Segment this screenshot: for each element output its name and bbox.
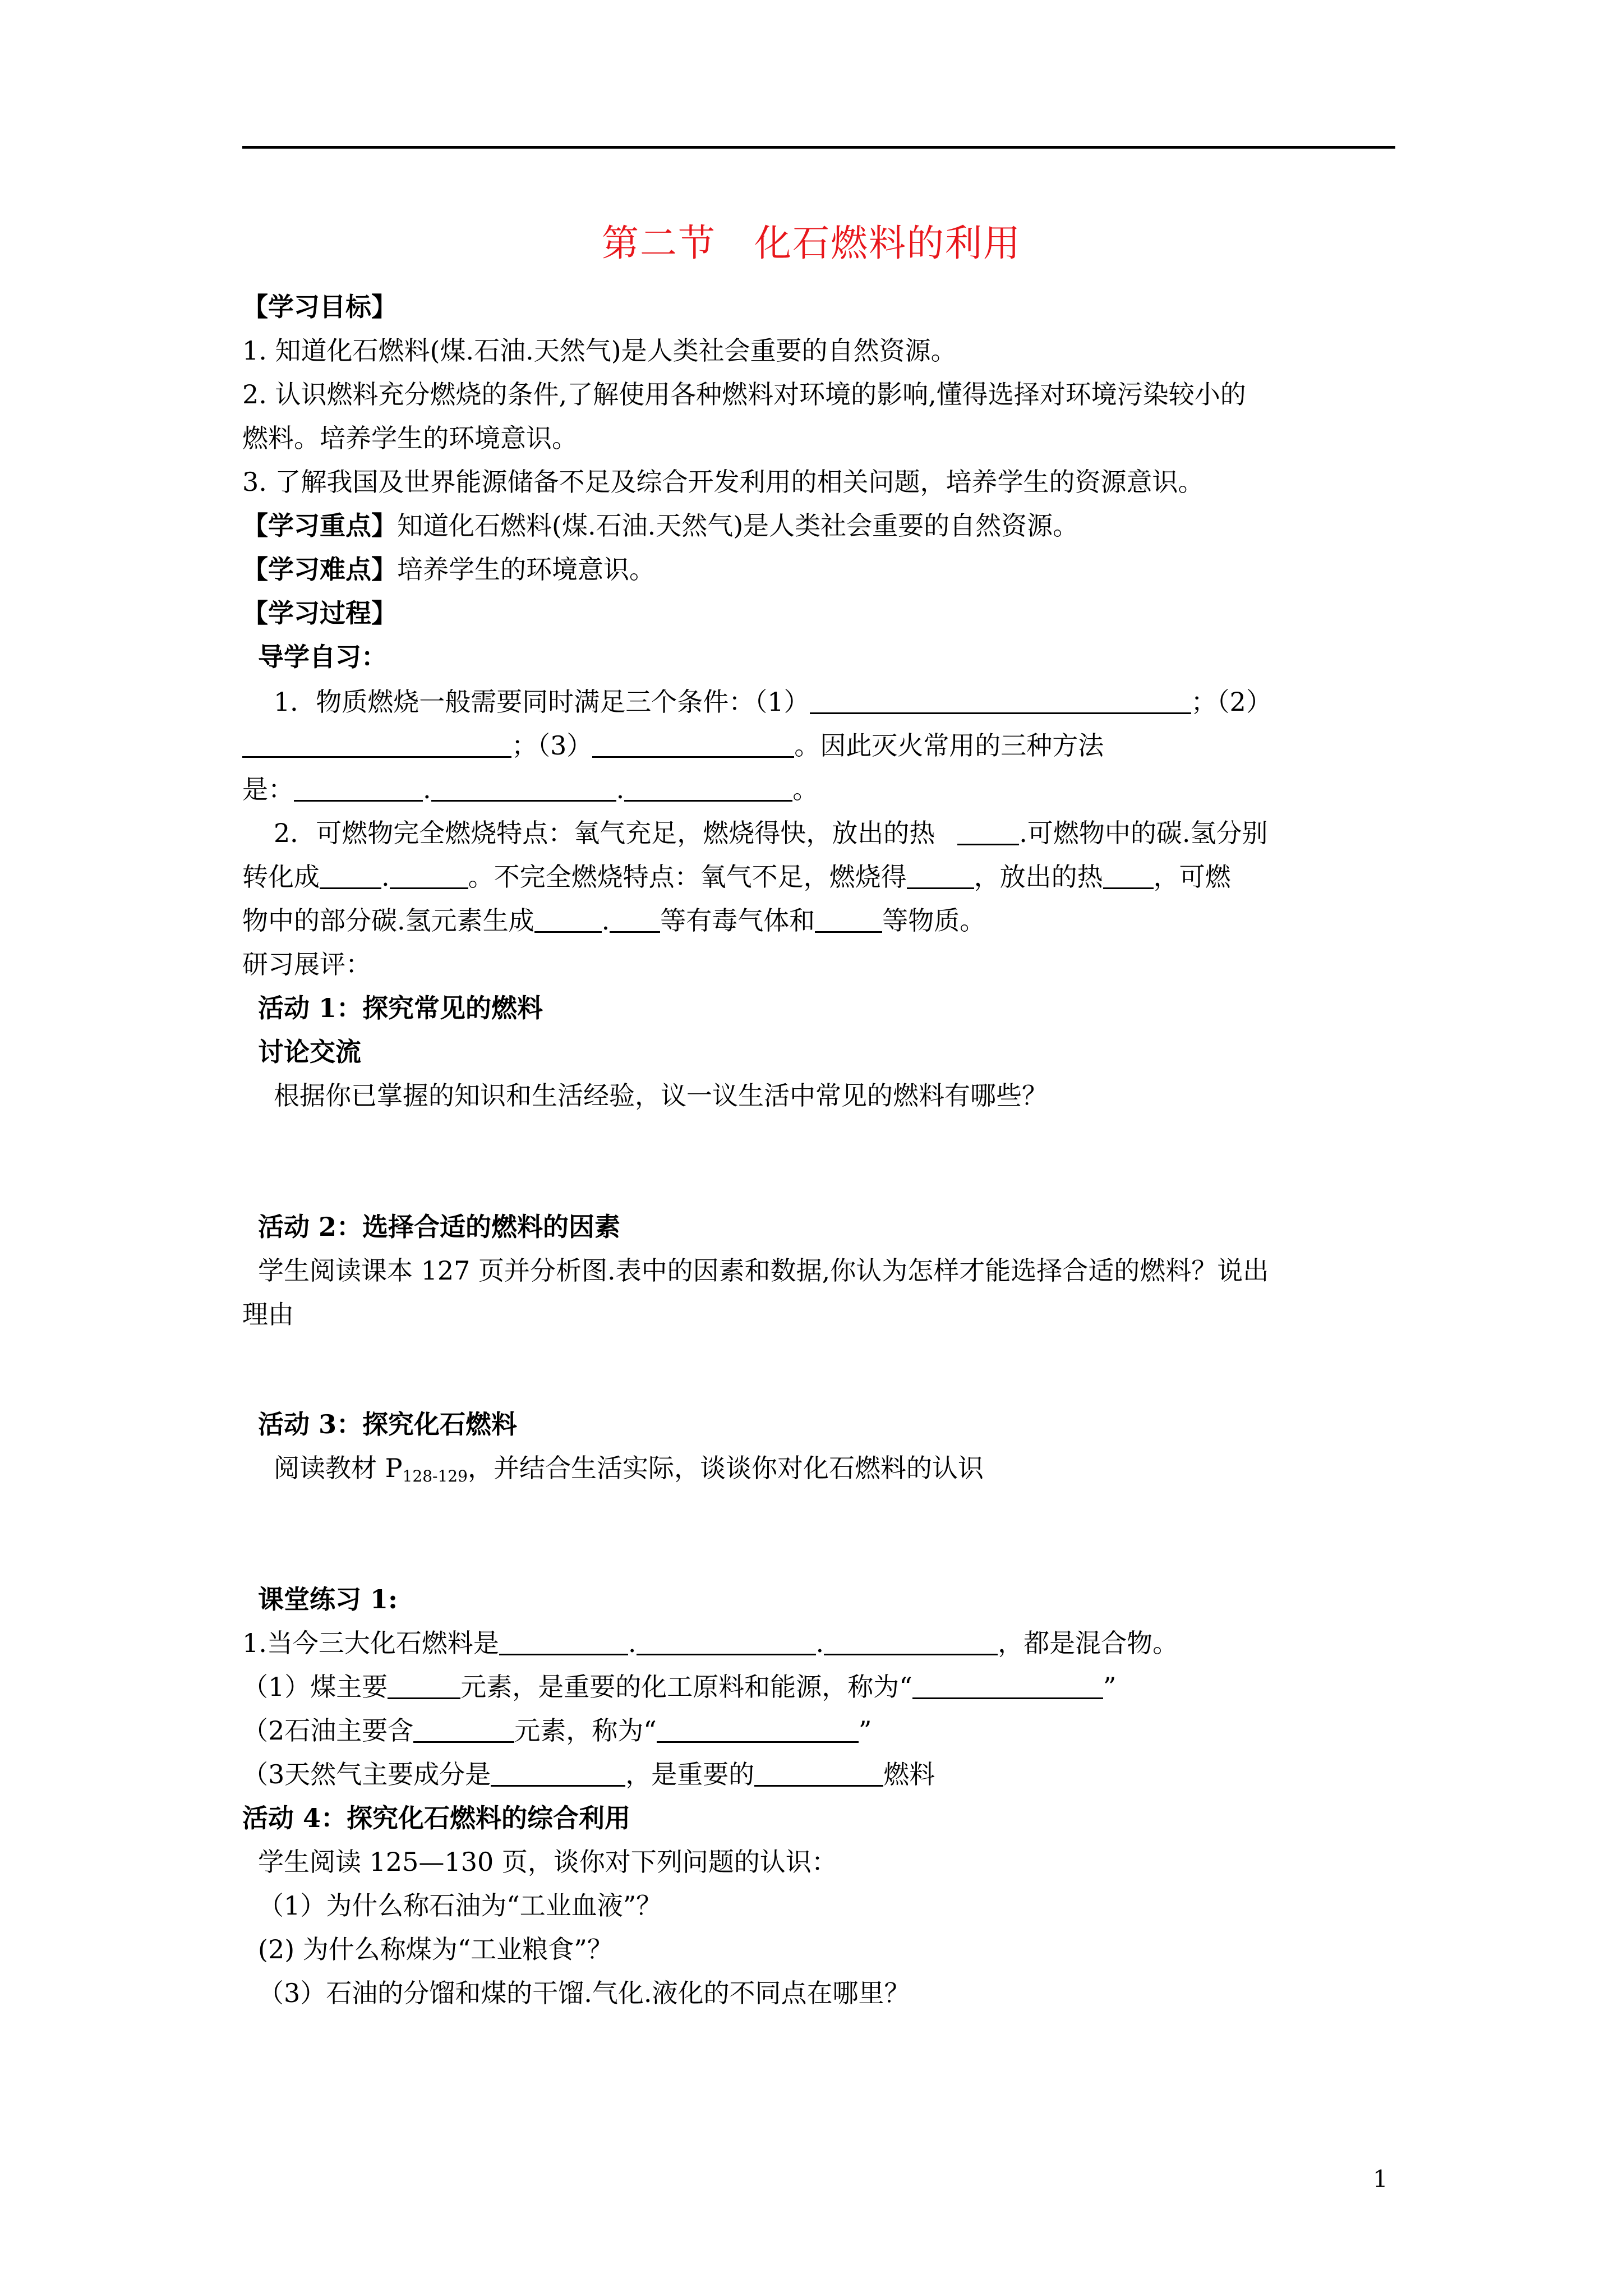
objective-2-cont: 燃料。培养学生的环境意识。 (242, 423, 578, 453)
gas-text-a: （3天然气主要成分是 (242, 1759, 491, 1789)
blank-method-2[interactable] (431, 774, 616, 802)
blank-substance[interactable] (815, 905, 882, 933)
exercise-q1-text-d: ，都是混合物。 (998, 1628, 1179, 1658)
q1-text-e: 是： (242, 774, 294, 804)
activity-4-intro: 学生阅读 125—130 页，谈你对下列问题的认识： (258, 1847, 837, 1877)
q1-text-d: 。因此灭火常用的三种方法 (794, 730, 1104, 761)
objectives-heading: 【学习目标】 (242, 292, 397, 322)
exercise-q1-text-a: 1.当今三大化石燃料是 (242, 1628, 499, 1658)
q2-sep: . (381, 862, 390, 892)
coal-text-a: （1）煤主要 (242, 1672, 388, 1702)
activity-1-sub: 讨论交流 (258, 1037, 361, 1067)
oil-text-c: ” (858, 1715, 872, 1746)
blank-oil-element[interactable] (413, 1715, 514, 1743)
oil-text-a: （2石油主要含 (242, 1715, 414, 1746)
q2-text-k: 等物质。 (882, 905, 986, 936)
blank-coal-element[interactable] (388, 1672, 460, 1699)
objective-1: 1. 知道化石燃料(煤.石油.天然气)是人类社会重要的自然资源。 (242, 335, 957, 366)
difficulty (242, 547, 655, 591)
exercise-1-gas (242, 1752, 935, 1796)
oil-text-b: 元素，称为“ (514, 1715, 657, 1746)
blank-product-1[interactable] (320, 862, 381, 889)
difficulty-text: 培养学生的环境意识。 (397, 554, 655, 585)
self-study-q1-line1 (274, 680, 1272, 724)
activity-2-heading: 活动 2：选择合适的燃料的因素 (258, 1212, 621, 1242)
key-point (242, 504, 1078, 547)
activity-4-q3: （3）石油的分馏和煤的干馏.气化.液化的不同点在哪里？ (258, 1978, 910, 2008)
self-study-q2-line2 (242, 855, 1231, 899)
blank-burn-speed[interactable] (907, 862, 974, 889)
activity-3-text-a: 阅读教材 P (274, 1453, 403, 1483)
activity-3-heading: 活动 3：探究化石燃料 (258, 1409, 518, 1439)
self-study-q2-line1 (274, 811, 1268, 855)
activity-3-text (274, 1446, 984, 1498)
coal-text-c: ” (1103, 1672, 1117, 1702)
blank-product-2[interactable] (390, 862, 468, 889)
activity-4-heading: 活动 4：探究化石燃料的综合利用 (242, 1803, 631, 1833)
q1-sep-1: . (423, 774, 431, 804)
difficulty-label: 【学习难点】 (242, 554, 397, 585)
q2-text-c: 转化成 (242, 862, 320, 892)
gas-text-c: 燃料 (883, 1759, 935, 1789)
blank-gas-component[interactable] (491, 1759, 625, 1787)
q1-sep-2: . (616, 774, 625, 804)
q2-text-e: 。不完全燃烧特点：氧气不足，燃烧得 (468, 862, 907, 892)
blank-condition-1[interactable] (810, 687, 1191, 714)
blank-fossil-2[interactable] (637, 1628, 816, 1655)
coal-text-b: 元素，是重要的化工原料和能源，称为“ (460, 1672, 912, 1702)
activity-1-text: 根据你已掌握的知识和生活经验，议一议生活中常见的燃料有哪些？ (274, 1080, 1048, 1111)
blank-heat[interactable] (957, 818, 1019, 845)
blank-coal-name[interactable] (912, 1672, 1103, 1699)
q1-end: 。 (792, 774, 819, 804)
objective-2: 2. 认识燃料充分燃烧的条件,了解使用各种燃料对环境的影响,懂得选择对环境污染较小的 (242, 379, 1246, 409)
activity-4-q2: (2) 为什么称煤为“工业粮食”？ (258, 1934, 613, 1964)
page-title: 第二节 化石燃料的利用 (602, 222, 1021, 265)
key-point-text: 知道化石燃料(煤.石油.天然气)是人类社会重要的自然资源。 (397, 510, 1079, 541)
blank-method-3[interactable] (624, 774, 792, 802)
gas-text-b: ，是重要的 (625, 1759, 755, 1789)
exercise-1-oil (242, 1709, 872, 1752)
blank-heat-2[interactable] (1103, 862, 1154, 889)
self-study-heading: 导学自习： (258, 642, 387, 672)
review-heading: 研习展评： (242, 949, 371, 979)
q1-text-b: ；（2） (1191, 687, 1272, 717)
q2-text-b: .可燃物中的碳.氢分别 (1019, 818, 1268, 848)
objective-3: 3. 了解我国及世界能源储备不足及综合开发利用的相关问题，培养学生的资源意识。 (242, 467, 1204, 497)
page-number: 1 (1373, 2165, 1388, 2193)
blank-condition-2[interactable] (242, 730, 511, 758)
exercise-sep-1: . (628, 1628, 637, 1658)
blank-condition-3[interactable] (592, 730, 794, 758)
self-study-q2-line3 (242, 899, 985, 942)
activity-1-heading: 活动 1：探究常见的燃料 (258, 993, 543, 1023)
exercise-1-q1 (242, 1621, 1178, 1665)
activity-4-q1: （1）为什么称石油为“工业血液”？ (258, 1890, 662, 1921)
blank-gas-2[interactable] (610, 905, 660, 933)
header-rule (242, 146, 1395, 149)
q1-text-a: 1．物质燃烧一般需要同时满足三个条件：（1） (274, 687, 810, 717)
self-study-q1-line3 (242, 767, 818, 811)
key-point-label: 【学习重点】 (242, 510, 397, 541)
exercise-sep-2: . (815, 1628, 824, 1658)
blank-oil-name[interactable] (657, 1715, 859, 1743)
q2-sep-2: . (601, 905, 610, 936)
blank-gas-fuel[interactable] (754, 1759, 883, 1787)
blank-gas-1[interactable] (534, 905, 602, 933)
q2-text-h: 物中的部分碳.氢元素生成 (242, 905, 534, 936)
blank-fossil-3[interactable] (824, 1628, 998, 1655)
q2-text-g: ，可燃 (1153, 862, 1231, 892)
activity-2-text-1: 学生阅读课本 127 页并分析图.表中的因素和数据,你认为怎样才能选择合适的燃料？说出 (258, 1255, 1269, 1286)
q1-text-c: ；（3） (511, 730, 593, 761)
activity-3-pages: 128-129 (402, 1467, 468, 1485)
activity-3-text-b: ，并结合生活实际，谈谈你对化石燃料的认识 (467, 1453, 984, 1483)
activity-2-text-2: 理由 (242, 1299, 294, 1329)
process-heading: 【学习过程】 (242, 598, 397, 628)
exercise-1-heading: 课堂练习 1: (258, 1584, 398, 1614)
q2-text-j: 等有毒气体和 (660, 905, 815, 936)
q2-text-f: ，放出的热 (974, 862, 1103, 892)
q2-text-a: 2．可燃物完全燃烧特点：氧气充足，燃烧得快，放出的热 (274, 818, 935, 848)
blank-fossil-1[interactable] (499, 1628, 628, 1655)
exercise-1-coal (242, 1665, 1116, 1709)
self-study-q1-line2 (242, 724, 1104, 767)
blank-method-1[interactable] (294, 774, 423, 802)
